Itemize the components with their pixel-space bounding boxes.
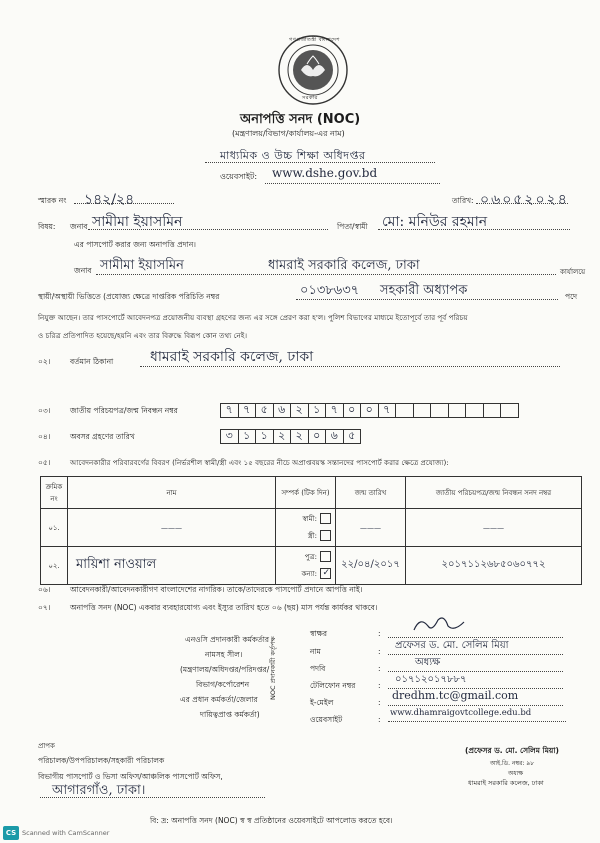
retirement-date-boxes (220, 429, 360, 444)
row-name: মায়িশা নাওয়াল (68, 547, 276, 585)
nid-digit: ০ (343, 403, 362, 418)
col-name: নাম (68, 477, 276, 509)
item-05-label: আবেদনকারীর পরিবারবর্গের বিবরণ (নির্ভরশীল স্বামী/স্ত্রী এবং ১৫ বছরের নীচে অপ্রাপ্তবয়স্ক সন্তানদের পাসপোর্ট করার ক্ষেত্রে প্রযোজ্য): (70, 458, 449, 467)
row-serial: ০১. (41, 509, 68, 547)
col-nid: জাতীয় পরিচয়পত্র/জন্ম নিবন্ধন সনদ নম্বর (406, 477, 582, 509)
nid-digit-boxes (220, 403, 518, 418)
retirement-digit: ০ (308, 429, 327, 444)
camscanner-logo: CS (3, 826, 19, 840)
body-line2-prefix: স্থায়ী/অস্থায়ী ভিত্তিতে (প্রযোজ্য ক্ষেত্রে দাপ্তরিক পরিচিতি নম্বর (38, 292, 220, 301)
designation: সহকারী অধ্যাপক (380, 283, 468, 298)
recipient-line: প্রাপক (38, 742, 55, 750)
issuer-designation: অধ্যক্ষ (415, 657, 441, 668)
item-03-label: জাতীয় পরিচয়পত্র/জন্ম নিবন্ধন নম্বর (70, 406, 178, 415)
nid-digit: ৭ (378, 403, 397, 418)
date-label: তারিখ: (452, 196, 474, 205)
col-dob: জন্ম তারিখ (336, 477, 406, 509)
memo-label: স্মারক নং (38, 196, 67, 205)
family-table-header (41, 477, 582, 509)
nid-digit (483, 403, 502, 418)
body-office-suffix: কার্যালয়ে (560, 268, 586, 276)
seal-id: আই.ডি. নম্বর: ৯৮ (490, 760, 535, 767)
item-03-number: ০৩। (38, 406, 51, 415)
scanner-watermark: Scanned with CamScanner (22, 829, 110, 837)
item-06-number: ০৬। (38, 585, 51, 594)
recipient-address: আগারগাঁও, ঢাকা। (52, 783, 146, 798)
recipient-line: বিভাগীয় পাসপোর্ট ও ভিসা অফিস/আঞ্চলিক পাসপোর্ট অফিস, (38, 772, 223, 781)
item-07-text: অনাপত্তি সনদ (NOC) একবার ব্যবহারযোগ্য এবং ইস্যুর তারিখ হতে ০৬ (ছয়) মাস পর্যন্ত কার্যকর থাকবে। (70, 603, 378, 612)
retirement-digit: ১ (255, 429, 274, 444)
nid-digit: ৭ (325, 403, 344, 418)
emblem-text-bottom: সরকার (302, 95, 318, 101)
retirement-digit: ২ (290, 429, 309, 444)
item-02-label: বর্তমান ঠিকানা (70, 357, 114, 366)
seal-title: অধ্যক্ষ (508, 770, 524, 777)
item-02-number: ০২। (38, 357, 51, 366)
seal-organization: ধামরাই সরকারি কলেজ, ঢাকা (468, 779, 544, 787)
present-address: ধামরাই সরকারি কলেজ, ঢাকা (150, 349, 314, 365)
website-field-label: ওয়েবসাইট (310, 715, 343, 724)
col-serial: ক্রমিক নং (41, 477, 68, 509)
item-04-number: ০৪। (38, 432, 51, 441)
issuer-left-line: (মন্ত্রণালয়/অধিদপ্তর/পরিদপ্তর/ (180, 665, 270, 674)
relation-checkbox[interactable] (320, 530, 331, 541)
row-serial: ০২. (41, 547, 68, 585)
signature-label: স্বাক্ষর (310, 629, 327, 638)
nid-digit: ৭ (238, 403, 257, 418)
nid-digit (448, 403, 467, 418)
issuer-website: www.dhamraigovtcollege.edu.bd (390, 708, 532, 718)
issuer-left-line: বিভাগ/কর্পোরেশন (196, 680, 250, 689)
row-dob: ২২/০৪/২০১৭ (336, 547, 406, 585)
nid-digit (500, 403, 519, 418)
telephone-label: টেলিফোন নম্বর (310, 681, 356, 690)
issuer-left-line: এনওসি প্রদানকারী কর্মকর্তার (185, 635, 270, 644)
father-husband-name: মো: মনিউর রহমান (382, 214, 488, 230)
item-07-number: ০৭। (38, 603, 51, 612)
subject-label: বিষয়: (38, 222, 56, 231)
body-line2-suffix: পদে (565, 292, 578, 301)
issuer-telephone: ০১৭১২০১৭৮৮৭ (395, 674, 467, 685)
relation-option-2: কন্যা: (301, 569, 317, 578)
noc-document-page: গণপ্রজাতন্ত্রী বাংলাদেশ সরকার অনাপত্তি সনদ (NOC) (মন্ত্রণালয়/বিভাগ/কার্যালয়-এর নাম) মাধ্যমিক ও উচ্চ শিক্ষা অধিদপ্তর ওয়েবসাইট: www.dshe.gov.bd স্মারক নং ১৪২/২৪ তারিখ: ০৬০৫২০২৪ বিষয়: জনাব সামীমা ইয়াসমিন পিতা/স্বামী মো: মনিউর রহমান এর পাসপোর্ট করার জন্য অনাপত্তি প্রদান। জনাব সামীমা ইয়াসমিন ধামরাই সরকারি কলেজ, ঢাকা কার্যালয়ে স্থায়ী/অস্থায়ী ভিত্তিতে (প্রযোজ্য ক্ষেত্রে দাপ্তরিক পরিচিতি নম্বর ০১৩৮৬৩৭ সহকারী অধ্যাপক পদে নিযুক্ত আছেন। তার পাসপোর্টে আবেদনপত্র প্রয়োজনীয় ব্যবস্থা গ্রহণের জন্য এর সঙ্গে প্রেরণ করা হ'ল। পুলিশ বিভাগের মাধ্যমে ইতোপূর্বে তার পূর্ব পরিচয় ও চরিত্র প্রতিপাদিত হয়েছে/হয়নি এবং তার বিরুদ্ধে বিরূপ কোন তথ্য নেই। ০২। বর্তমান ঠিকানা ধামরাই সরকারি কলেজ, ঢাকা ০৩। জাতীয় পরিচয়পত্র/জন্ম নিবন্ধন নম্বর ৭ ৭ ৫ ৬ ২ ১ ৭ ০ ০ ৭ ০৪। অবসর গ্রহণের তারিখ ৩ ১ ১ ২ ২ ০ ৬ ৫ ০৫। আবেদনকারীর পরিবারবর্গের বিবরণ (নির্ভরশীল স্বামী/স্ত্রী এবং ১৫ বছরের নীচে অপ্রাপ্তবয়স্ক সন্তানদের পাসপোর্ট করার ক্ষেত্রে প্রযোজ্য): ক্রমিক নং নাম সম্পর্ক (টিক দিন) জন্ম তারিখ জাতীয় পরিচয়পত্র/জন্ম নিবন্ধন সনদ নম্বর ০১. ——— স্বামী: স্ত্রী: ——— ——— ০২. মায়িশা নাওয়াল পুত্র: কন্যা: ✓ ২২/০৪/২০১৭ ২০১৭১১২৬৮৫০৬০৭৭২ ০৬। আবেদনকারী/আবেদনকারীগণ বাংলাদেশের নাগরিক। তাকে/তাদেরকে পাসপোর্ট প্রদানে আপত্তি নাই। ০৭। অনাপত্তি সনদ (NOC) একবার ব্যবহারযোগ্য এবং ইস্যুর তারিখ হতে ০৬ (ছয়) মাস পর্যন্ত কার্যকর থাকবে। এনওসি প্রদানকারী কর্মকর্তার নামসহ সীল। (মন্ত্রণালয়/অধিদপ্তর/পরিদপ্তর/ বিভাগ/কর্পোরেশন এর প্রধান কর্মকর্তা/জেলার দায়িত্বপ্রাপ্ত কর্মকর্তা) NOC প্রদানকারী কর্তৃপক্ষ স্বাক্ষর : নাম : প্রফেসর ড. মো. সেলিম মিয়া পদবি : অধ্যক্ষ টেলিফোন নম্বর : ০১৭১২০১৭৮৮৭ ই-মেইল : dredhm.tc@gmail.com ওয়েবসাইট : www.dhamraigovtcollege.edu.bd (প্রফেসর ড. মো. সেলিম মিয়া) আই.ডি. নম্বর: ৯৮ অধ্যক্ষ ধামরাই সরকারি কলেজ, ঢাকা প্রাপক পরিচালক/উপপরিচালক/সহকারী পরিচালক বিভাগীয় পাসপোর্ট ও ভিসা অফিস/আঞ্চলিক পাসপোর্ট অফিস, আগারগাঁও, ঢাকা। বি: দ্র: অনাপত্তি সনদ (NOC) স্ব স্ব প্রতিষ্ঠানের ওয়েবসাইটে আপলোড করতে হবে। CS Scanned with CamScanner (0, 0, 600, 843)
subject-applicant-name: সামীমা ইয়াসমিন (92, 214, 183, 230)
row-name: ——— (68, 509, 276, 547)
family-table (40, 476, 582, 585)
relation-option-1: পুত্র: (304, 552, 317, 561)
memo-number: ১৪২/২৪ (84, 192, 135, 208)
issuer-email: dredhm.tc@gmail.com (392, 689, 519, 702)
row-dob: ——— (336, 509, 406, 547)
item-04-label: অবসর গ্রহণের তারিখ (70, 432, 135, 441)
emblem-text-top: গণপ্রজাতন্ত্রী বাংলাদেশ (289, 37, 340, 43)
handwritten-signature (410, 612, 470, 636)
email-label: ই-মেইল (310, 698, 334, 707)
nid-digit: ৬ (273, 403, 292, 418)
nid-digit: ২ (290, 403, 309, 418)
nid-digit: ০ (360, 403, 379, 418)
table-row (41, 509, 582, 547)
name-label: নাম (310, 647, 321, 656)
retirement-digit: ২ (273, 429, 292, 444)
recipient-line: পরিচালক/উপপরিচালক/সহকারী পরিচালক (38, 756, 165, 765)
document-subtitle: (মন্ত্রণালয়/বিভাগ/কার্যালয়-এর নাম) (232, 129, 345, 138)
retirement-digit: ১ (238, 429, 257, 444)
item-05-number: ০৫। (38, 458, 51, 467)
issuer-left-line: দায়িত্বপ্রাপ্ত কর্মকর্তা) (200, 710, 260, 719)
designation-label: পদবি (310, 664, 326, 673)
row-relation (276, 509, 336, 547)
relation-checkbox[interactable] (320, 513, 331, 524)
relation-option-2: স্ত্রী: (307, 531, 317, 540)
document-title: অনাপত্তি সনদ (NOC) (240, 112, 361, 127)
footer-note: বি: দ্র: অনাপত্তি সনদ (NOC) স্ব স্ব প্রতিষ্ঠানের ওয়েবসাইটে আপলোড করতে হবে। (150, 816, 393, 825)
issuer-name: প্রফেসর ড. মো. সেলিম মিয়া (395, 640, 509, 651)
relation-checkbox[interactable] (320, 551, 331, 562)
row-nid: ২০১৭১১২৬৮৫০৬০৭৭২ (406, 547, 582, 585)
relation-option-1: স্বামী: (302, 514, 317, 523)
item-06-text: আবেদনকারী/আবেদনকারীগণ বাংলাদেশের নাগরিক। তাকে/তাদেরকে পাসপোর্ট প্রদানে আপত্তি নাই। (70, 585, 363, 594)
body-applicant-name: সামীমা ইয়াসমিন (100, 258, 184, 273)
issuer-left-line: নামসহ সীল। (205, 650, 243, 659)
nid-digit (395, 403, 414, 418)
nid-digit: ১ (308, 403, 327, 418)
retirement-digit: ৫ (343, 429, 362, 444)
nid-digit: ৭ (220, 403, 239, 418)
retirement-digit: ৬ (325, 429, 344, 444)
office-website: www.dshe.gov.bd (272, 166, 378, 180)
col-relation: সম্পর্ক (টিক দিন) (276, 477, 336, 509)
nid-digit (430, 403, 449, 418)
retirement-digit: ৩ (220, 429, 239, 444)
table-row (41, 547, 582, 585)
body-line3: নিযুক্ত আছেন। তার পাসপোর্টে আবেদনপত্র প্রয়োজনীয় ব্যবস্থা গ্রহণের জন্য এর সঙ্গে প্রেরণ করা হ'ল। পুলিশ বিভাগের মাধ্যমে ইতোপূর্বে তার পূর্ব পরিচয় (38, 313, 468, 322)
nid-digit: ৫ (255, 403, 274, 418)
row-relation (276, 547, 336, 585)
issuer-left-line: এর প্রধান কর্মকর্তা/জেলার (180, 695, 258, 704)
memo-date: ০৬০৫২০২৪ (480, 192, 569, 208)
body-workplace: ধামরাই সরকারি কলেজ, ঢাকা (268, 258, 420, 273)
father-husband-label: পিতা/স্বামী (337, 222, 368, 231)
issuer-vertical-label: NOC প্রদানকারী কর্তৃপক্ষ (269, 636, 277, 700)
subject-line2: এর পাসপোর্ট করার জন্য অনাপত্তি প্রদান। (74, 240, 196, 249)
subject-prefix: জনাব (70, 222, 88, 231)
nid-digit (465, 403, 484, 418)
official-id-number: ০১৩৮৬৩৭ (300, 283, 360, 298)
body-line4: ও চরিত্র প্রতিপাদিত হয়েছে/হয়নি এবং তার বিরুদ্ধে বিরূপ কোন তথ্য নেই। (38, 331, 248, 340)
website-label: ওয়েবসাইট: (220, 172, 258, 181)
row-nid: ——— (406, 509, 582, 547)
office-name: মাধ্যমিক ও উচ্চ শিক্ষা অধিদপ্তর (220, 149, 366, 162)
seal-name: (প্রফেসর ড. মো. সেলিম মিয়া) (465, 746, 559, 755)
body-prefix: জনাব (74, 266, 92, 275)
nid-digit (413, 403, 432, 418)
relation-checkbox-checked[interactable]: ✓ (320, 568, 331, 579)
